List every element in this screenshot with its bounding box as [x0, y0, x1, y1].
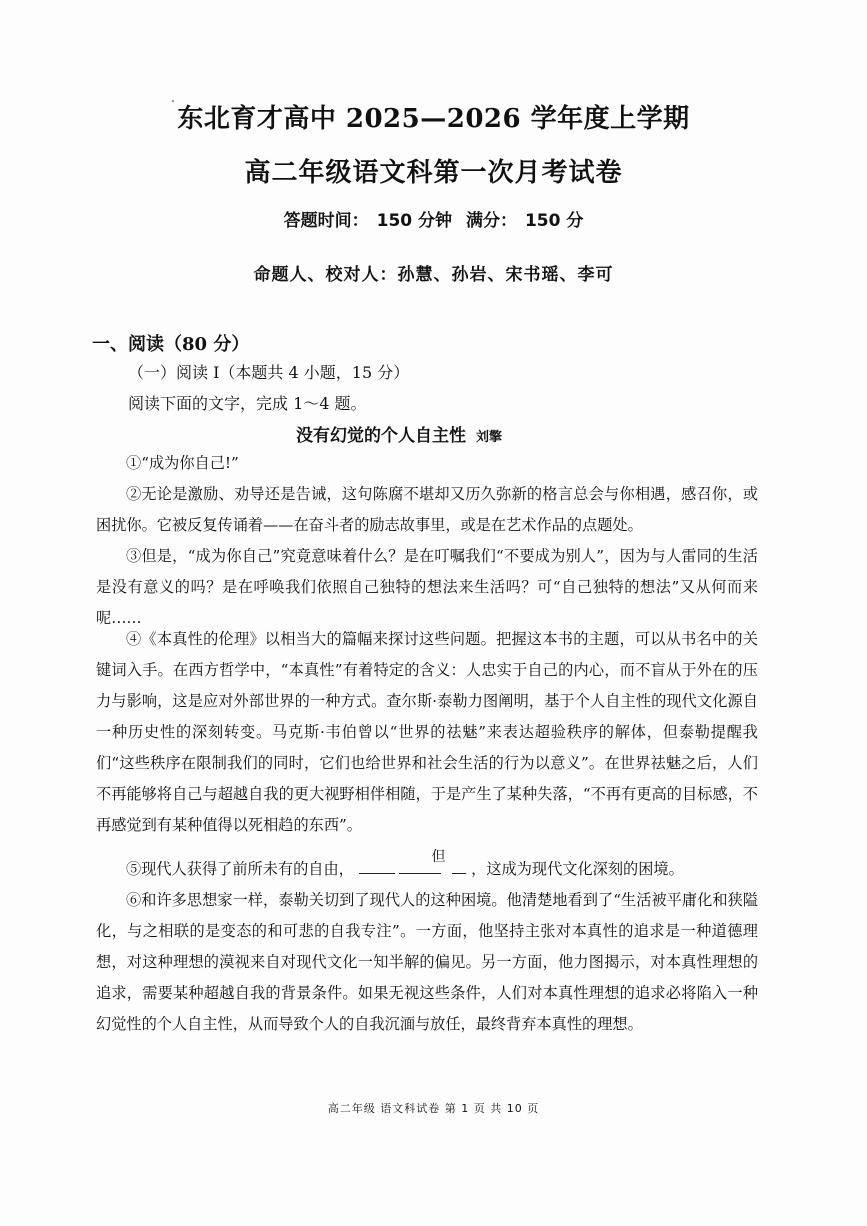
- fill-blank-1: [359, 859, 395, 874]
- score-value: 150 分: [524, 211, 584, 231]
- article-paragraph-1: ①“成为你自己!”: [126, 454, 239, 472]
- paragraph-5-start: ⑤现代人获得了前所未有的自由，: [126, 860, 354, 878]
- fill-blank-2: [399, 849, 446, 874]
- time-value: 150 分钟: [376, 211, 453, 231]
- section-subheading: （一）阅读 I（本题共 4 小题，15 分）: [128, 363, 410, 382]
- exam-time-score: [0, 206, 867, 231]
- fill-blank-3: [452, 859, 466, 874]
- page-footer: 高二年级 语文科试卷 第 1 页 共 10 页: [327, 1102, 540, 1115]
- exam-title-line2: 高二年级语文科第一次月考试卷: [244, 158, 623, 188]
- section-heading: 一、阅读（80 分）: [92, 334, 250, 355]
- article-paragraph-5: [96, 849, 758, 885]
- score-label: 满分：: [465, 211, 517, 231]
- section-instruction: 阅读下面的文字，完成 1～4 题。: [128, 394, 367, 413]
- article-paragraph-2: ②无论是激励、劝导还是告诫，这句陈腐不堪却又历久弥新的格言总会与你相遇，感召你，或困扰你。它被反复传诵着——在奋斗者的励志故事里，或是在艺术作品的点题处。: [96, 485, 758, 534]
- paragraph-5-end: ，这成为现代文化深刻的困境。: [471, 860, 684, 878]
- time-label: 答题时间：: [283, 211, 369, 231]
- article-title-text: 没有幻觉的个人自主性: [296, 426, 466, 446]
- article-paragraph-6: ⑥和许多思想家一样，泰勒关切到了现代人的这种困境。他清楚地看到了“生活被平庸化和狭隘化，与之相联的是变态的和可悲的自我专注”。一方面，他坚持主张对本真性的追求是一种道德理想，对这种理想的漠视来自对现代文化一知半解的偏见。另一方面，他力图揭示，对本真性理想的追求，需要某种超越自我的背景条件。如果无视这些条件，人们对本真性理想的追求必将陷入一种幻觉性的个人自主性，从而导致个人的自我沉湎与放任，最终背弃本真性的理想。: [96, 891, 758, 1033]
- article-paragraph-4: ④《本真性的伦理》以相当大的篇幅来探讨这些问题。把握这本书的主题，可以从书名中的关键词入手。在西方哲学中，“本真性”有着特定的含义：人忠实于自己的内心，而不盲从于外在的压力与影响，这是应对外部世界的一种方式。查尔斯·泰勒力图阐明，基于个人自主性的现代文化源自一种历史性的深刻转变。马克斯·韦伯曾以“世界的祛魅”来表达超验秩序的解体，但泰勒提醒我们“这些秩序在限制我们的同时，它们也给世界和社会生活的行为以意义”。在世界祛魅之后，人们不再能够将自己与超越自我的更大视野相伴相随，于是产生了某种失落，“不再有更高的目标感，不再感觉到有某种值得以死相趋的东西”。: [96, 630, 758, 834]
- exam-authors: 命题人、校对人：孙慧、孙岩、宋书瑶、李可: [253, 265, 614, 285]
- article-title: [296, 421, 502, 446]
- exam-title-line1: 东北育才高中 2025—2026 学年度上学期: [177, 104, 690, 134]
- fill-blank-mark: 但: [431, 849, 446, 865]
- article-author: 刘擎: [476, 430, 503, 445]
- article-paragraph-3: ③但是，“成为你自己”究竟意味着什么？是在叮嘱我们“不要成为别人”，因为与人雷同的生活是没有意义的吗？是在呼唤我们依照自己独特的想法来生活吗？可“自己独特的想法”又从何而来呢……: [96, 547, 758, 627]
